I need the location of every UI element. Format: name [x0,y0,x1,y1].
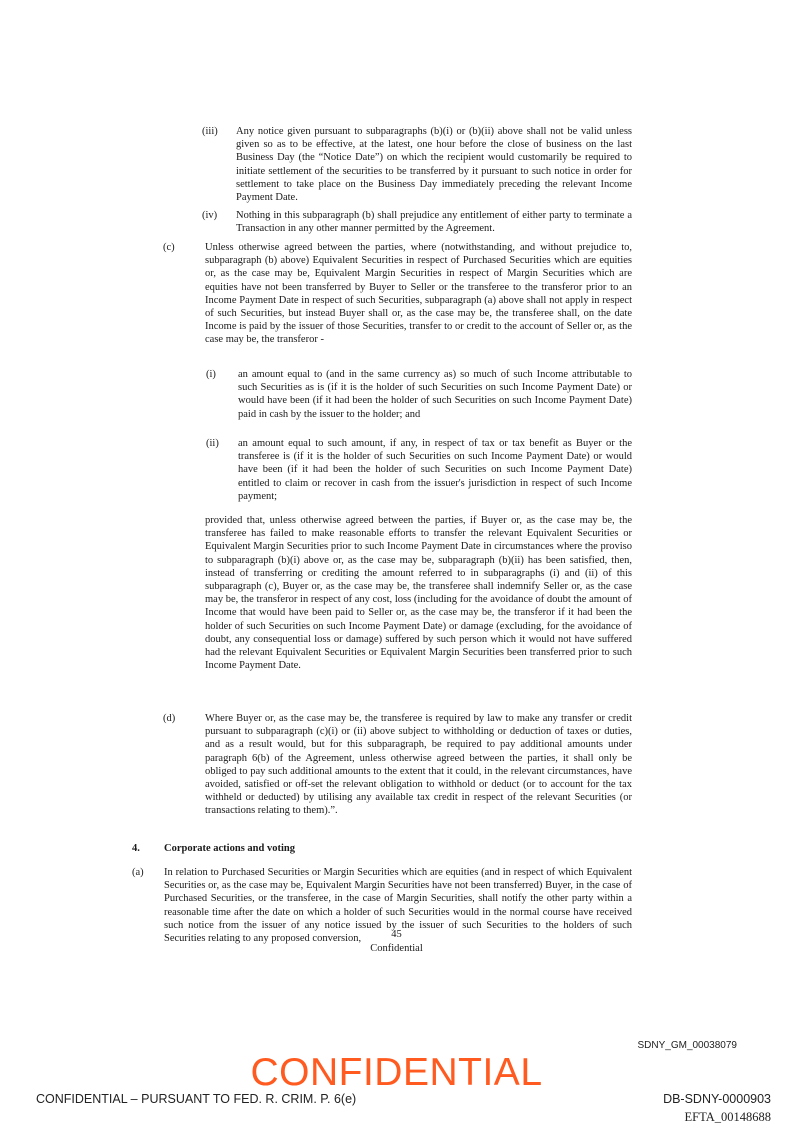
para-c-i-label: (i) [206,369,216,380]
para-c-i-text: an amount equal to (and in the same currency as) so much of such Income attributable to such Securities as is (if it is the holder of such Securities on such Income Payment Date) or would have been (if it had been the holder of such Securities on such Income Payment Date) paid in cash by the issuer to the holder; and [238,369,632,420]
para-b-iii-text: Any notice given pursuant to subparagraphs (b)(i) or (b)(ii) above shall not be valid unless given so as to be effective, at the latest, one hour before the close of business on the last Business Day (the “Notice Date”) on which the recipient would customarily be required to initiate settlement of the securities to be transferred by it pursuant to such notice in order for settlement to take place on the Business Day immediately preceding the relevant Income Payment Date. [236,126,632,204]
para-b-iv-label: (iv) [202,210,218,221]
efta-number: EFTA_00148688 [684,1110,771,1124]
grand-jury-legend: CONFIDENTIAL – PURSUANT TO FED. R. CRIM. P. 6(e) [36,1092,357,1106]
para-d-text: Where Buyer or, as the case may be, the transferee is required by law to make any transfer or credit pursuant to subparagraph (c)(i) or (ii) above subject to withholding or deduction of taxes or duties, and as a result would, but for this subparagraph, be required to pay additional amounts under paragraph 6(b) of the Agreement, unless otherwise agreed between the parties, it shall only be obliged to pay such additional amounts to the extent that it could, in the relevant circumstances, have avoided, satisfied or off-set the relevant obligation to withhold or deduct (or to account for the tax withheld or deducted) by utilising any available tax credit in respect of the relevant Securities (or transactions relating to them).”. [205,713,632,817]
page-number: 45 [391,929,402,940]
section4-a-label: (a) [132,867,144,878]
section4-a-text: In relation to Purchased Securities or Margin Securities which are equities (and in respect of which Equivalent Securities or, as the case may be, Equivalent Margin Securities have not been transferred) Buyer, in the case of Purchased Securities, or the transferee, in the case of Margin Securities, shall notify the other party within a reasonable time after the date on which a holder of such Securities would in the normal course have received such notice from the issuer of any notice issued by the issuer of such Securities to the holders of such Securities relating to any proposed conversion, [164,867,632,945]
section-number: 4. [132,843,140,854]
para-b-iii-label: (iii) [202,126,218,137]
section-title: Corporate actions and voting [164,843,295,854]
para-b-iv-text: Nothing in this subparagraph (b) shall prejudice any entitlement of either party to terminate a Transaction in any other manner permitted by the Agreement. [236,210,632,235]
para-d-label: (d) [163,713,176,724]
para-c-text: Unless otherwise agreed between the parties, where (notwithstanding, and without prejudice to, subparagraph (b) above) Equivalent Securities in respect of Purchased Securities which are equities or, as the case may be, Equivalent Margin Securities in respect of Margin Securities which are equities have not been transferred by Buyer to Seller or the transferee to the transferor prior to an Income Payment Date in respect of such Securities, subparagraph (a) above shall not apply in respect of such Securities, but instead Buyer shall or, as the case may be, the transferee shall, on the date Income is paid by the issuer of those Securities, transfer to or credit to the account of Seller or, as the case may be, the transferor - [205,242,632,346]
para-c-ii-label: (ii) [206,438,219,449]
bates-number-top: SDNY_GM_00038079 [637,1040,737,1051]
bates-number-right: DB-SDNY-0000903 [663,1092,771,1106]
confidential-label: Confidential [370,943,423,954]
para-c-proviso: provided that, unless otherwise agreed between the parties, if Buyer or, as the case may be, the transferee has failed to make reasonable efforts to transfer the relevant Equivalent Securities or Equivalent Margin Securities prior to such Income Payment Date in circumstances where the proviso to subparagraph (b)(i) above or, as the case may be, subparagraph (b)(ii) has been satisfied, then, instead of transferring or crediting the amount referred to in subparagraphs (i) and (ii) of this subparagraph (c), Buyer or, as the case may be, the transferee shall indemnify Seller or, as the case may be, the transferor in respect of any cost, loss (including for the avoidance of doubt the amount of Income that would have been paid to Seller or, as the case may be, the transferor if it had been the holder of such Securities on such Income Payment Date) or damage (excluding, for the avoidance of doubt, any consequential loss or damage) suffered by such person which it would not have suffered had the relevant Equivalent Securities or Equivalent Margin Securities been transferred prior to such Income Payment Date. [205,515,632,672]
confidential-stamp: CONFIDENTIAL [250,1051,543,1094]
para-c-label: (c) [163,242,175,253]
para-c-ii-text: an amount equal to such amount, if any, in respect of tax or tax benefit as Buyer or the transferee is (if it is the holder of such Securities on such Income Payment Date) or would have been (if it had been the holder of such Securities on such Income Payment Date) entitled to claim or recover in cash from the issuer's jurisdiction in respect of such Income payment; [238,438,632,502]
